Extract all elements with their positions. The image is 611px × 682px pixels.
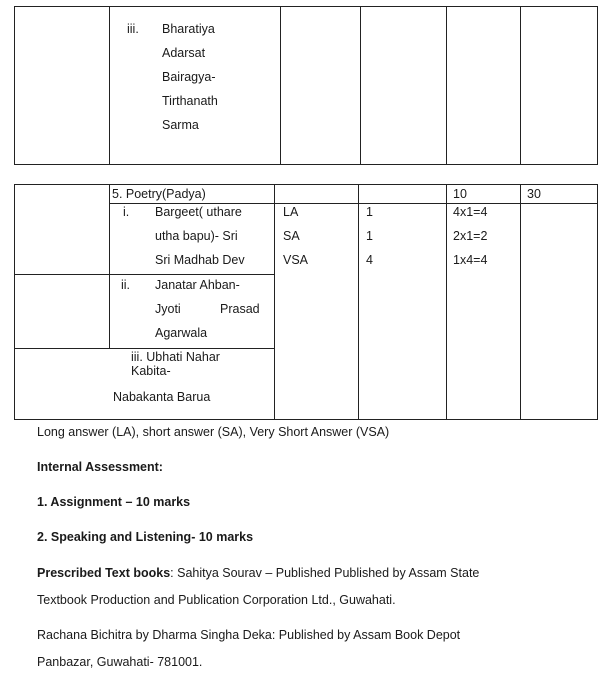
item-title-line: iii. Ubhati Nahar: [131, 350, 220, 364]
marks-calculation: 1x4=4: [453, 253, 488, 267]
question-type: LA: [283, 205, 299, 219]
item-title-line: Sri Madhab Dev: [155, 253, 245, 267]
item-number: iii.: [127, 22, 139, 36]
item-title-line: Sarma: [162, 118, 199, 132]
marks-calculation: 4x1=4: [453, 205, 488, 219]
item-title-line: Jyoti: [155, 302, 181, 316]
item-title-line: Bharatiya: [162, 22, 215, 36]
item-number: ii.: [121, 278, 131, 292]
item-title-line: Bargeet( uthare: [155, 205, 242, 219]
prescribed-textbooks: [37, 566, 479, 580]
speaking-listening-line: 2. Speaking and Listening- 10 marks: [37, 530, 254, 544]
section-marks: 10: [453, 187, 467, 201]
question-count: 1: [366, 205, 373, 219]
item-title-line: Kabita-: [131, 364, 171, 378]
item-title-line: Prasad: [220, 302, 260, 316]
prescribed-text: : Sahitya Sourav – Published Published by Assam State: [170, 566, 480, 580]
item-title-line: Nabakanta Barua: [113, 390, 211, 404]
rachana-line1: Rachana Bichitra by Dharma Singha Deka: Published by Assam Book Depot: [37, 628, 461, 642]
prescribed-textbooks-line2: Textbook Production and Publication Corporation Ltd., Guwahati.: [37, 593, 396, 607]
section-total: 30: [527, 187, 541, 201]
marks-calculation: 2x1=2: [453, 229, 488, 243]
rachana-line2: Panbazar, Guwahati- 781001.: [37, 655, 203, 669]
internal-assessment-heading: Internal Assessment:: [37, 460, 163, 474]
answer-type-legend: Long answer (LA), short answer (SA), Very Short Answer (VSA): [37, 425, 390, 439]
question-count: 4: [366, 253, 373, 267]
item-title-line: Bairagya-: [162, 70, 216, 84]
item-title-line: Tirthanath: [162, 94, 218, 108]
assignment-line: 1. Assignment – 10 marks: [37, 495, 191, 509]
question-type: VSA: [283, 253, 309, 267]
item-number: i.: [123, 205, 130, 219]
section-label: 5. Poetry(Padya): [112, 187, 206, 201]
item-title-line: Agarwala: [155, 326, 208, 340]
prescribed-label: Prescribed Text books: [37, 566, 171, 580]
item-title-line: Adarsat: [162, 46, 206, 60]
item-title-line: Janatar Ahban-: [155, 278, 240, 292]
question-count: 1: [366, 229, 373, 243]
question-type: SA: [283, 229, 300, 243]
item-title-line: utha bapu)- Sri: [155, 229, 238, 243]
